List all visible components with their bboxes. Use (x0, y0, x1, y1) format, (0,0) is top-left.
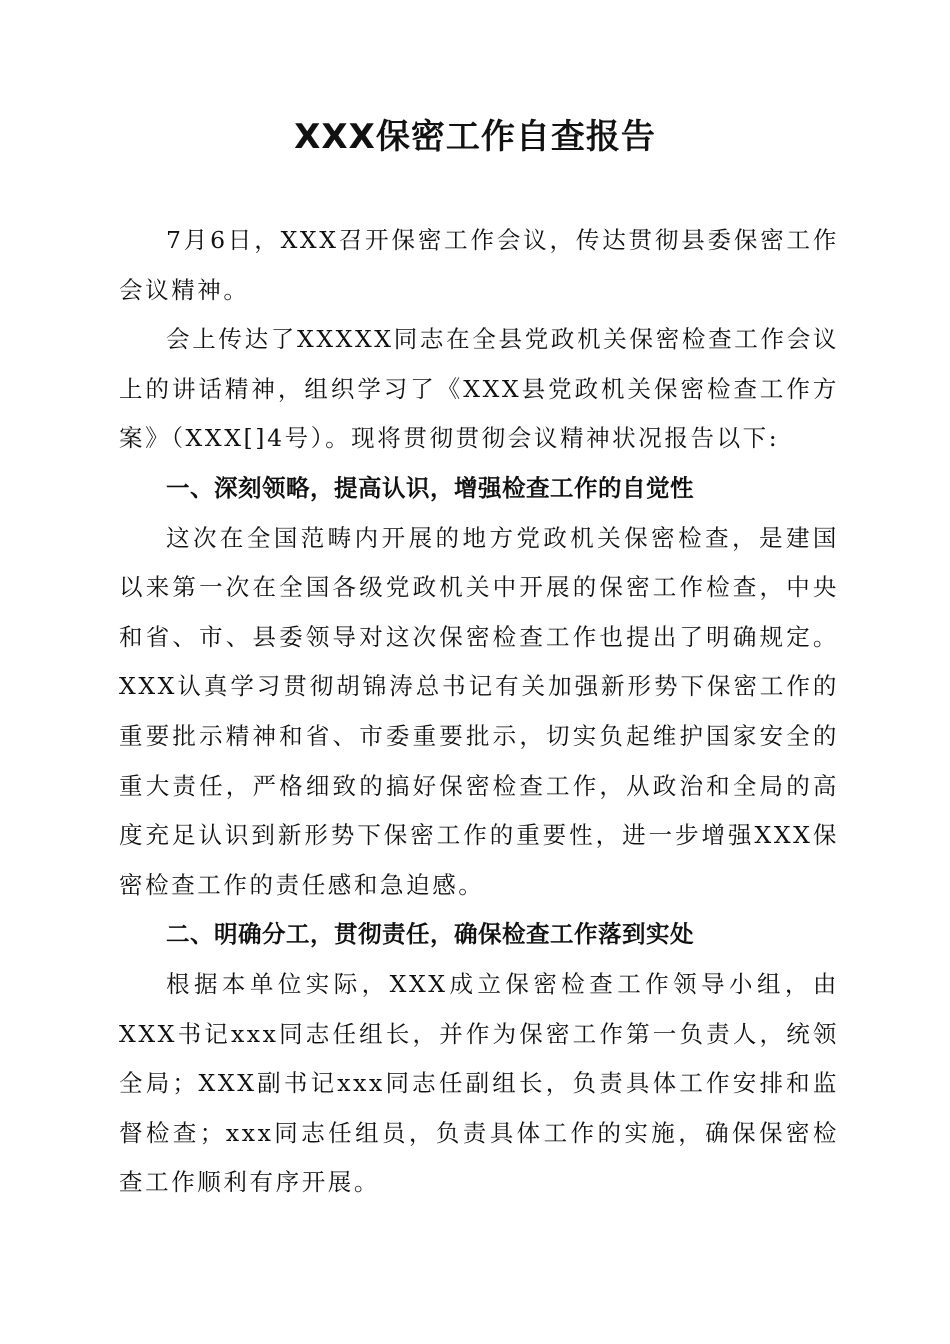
document-title: XXX保密工作自查报告 (294, 117, 656, 157)
paragraph-meeting-date: 7月6日，XXX召开保密工作会议，传达贯彻县委保密工作会议精神。 (119, 226, 839, 304)
document-body (119, 216, 839, 1208)
section-heading-2: 二、明确分工，贯彻责任，确保检查工作落到实处 (166, 920, 694, 949)
section-heading-1: 一、深刻领略，提高认识，增强检查工作的自觉性 (166, 473, 694, 502)
paragraph-meeting-content: 会上传达了XXXXX同志在全县党政机关保密检查工作会议上的讲话精神，组织学习了《XXX县党政机关保密检查工作方案》（XXX[]4号）。现将贯彻贯彻会议精神状况报告以下: (119, 325, 839, 453)
paragraph-section-2: 根据本单位实际，XXX成立保密检查工作领导小组，由XXX书记xxx同志任组长，并作为保密工作第一负责人，统领全局；XXX副书记xxx同志任副组长，负责具体工作安排和监督检查；xxx同志任组员，负责具体工作的实施，确保保密检查工作顺利有序开展。 (119, 969, 839, 1197)
paragraph-section-1: 这次在全国范畴内开展的地方党政机关保密检查，是建国以来第一次在全国各级党政机关中开展的保密工作检查，中央和省、市、县委领导对这次保密检查工作也提出了明确规定。XXX认真学习贯彻胡锦涛总书记有关加强新形势下保密工作的重要批示精神和省、市委重要批示，切实负起维护国家安全的重大责任，严格细致的搞好保密检查工作，从政治和全局的高度充足认识到新形势下保密工作的重要性，进一步增强XXX保密检查工作的责任感和急迫感。 (119, 523, 839, 899)
